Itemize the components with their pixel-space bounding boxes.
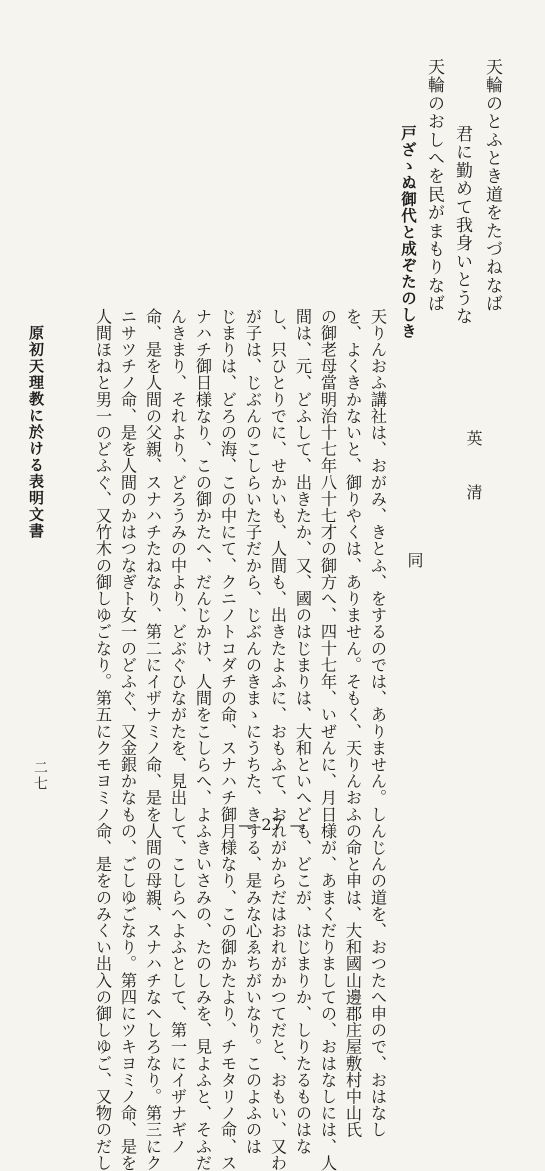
body-column-11: ニサツチノ命、是を人間のかはつなぎト女一のどふぐ、又金銀かなもの、ごしゆごなり。第四にツキヨミノ命、是を bbox=[118, 308, 137, 1171]
body-column-9: んきまり、それより、どろうみの中より、どぶぐひながたを、見出して、こしらへよふとして、第一にイザナギノ bbox=[168, 308, 187, 1155]
body-column-6: が子は、じぶんのこしらいた子だから、じぶんのきまゝにうちた、きする、是みな心ゑちがいなり。このよふのは bbox=[243, 308, 262, 1155]
body-column-10: 命、是を人間の父親、スナハチたねなり、第二にイザナミノ命、是を人間の母親、スナハチなへしろなり。第三にク bbox=[143, 308, 162, 1171]
poem-1-line-1: 天輪のとふとき道をたづねなば bbox=[482, 58, 502, 313]
ditto-mark: 同 bbox=[405, 552, 424, 570]
poem-author: 英 清 bbox=[464, 430, 483, 502]
body-column-12: 人間ほねと男一のどふぐ、又竹木の御しゆごなり。第五にクモヨミノ命、是をのみくい出入の御しゆご、又物のだし bbox=[93, 308, 112, 1171]
body-column-2: を、よくきかないと、御りやくは、ありません。そもく、天りんおふの命と申は、大和國山邊郡庄屋敷村中山氏 bbox=[343, 308, 362, 1138]
running-title: 原初天理教に於ける表明文書 bbox=[27, 325, 45, 540]
body-column-5: し、只ひとりでに、せかいも、人間も、出きたよふに、おもふて、おれがからだはおれがかつてだと、おもい、又わ bbox=[268, 308, 287, 1171]
page-number: — 27 — bbox=[238, 815, 307, 834]
poem-2-line-1: 天輪のおしへを民がまもりなば bbox=[424, 58, 444, 313]
kanji-page-number: 二七 bbox=[32, 760, 48, 792]
poem-2-line-2: 戸ざゝぬ御代と成ぞたのしき bbox=[399, 125, 418, 340]
poem-1-line-2: 君に勤めて我身いとうな bbox=[452, 125, 472, 326]
body-column-4: 間は、元、どふして、出きたか、又、國のはじまりは、大和といへども、どこが、はじまりか、しりたるものはな bbox=[293, 308, 312, 1155]
body-column-1: 天りんおふ講社は、おがみ、きとふ、をするのでは、ありません。しんじんの道を、おつたへ申ので、おはなし bbox=[368, 308, 387, 1138]
body-column-8: ナハチ御日様なり、この御かたへ、だんじかけ、人間をこしらへ、よふきいさみの、たのしみを、見よふと、そふだ bbox=[193, 308, 212, 1171]
body-column-3: の御老母當明治十七年八十七才の御方へ、四十七年、いぜんに、月日様が、あまくだりましての、おはなしには、人 bbox=[318, 308, 337, 1171]
body-column-7: じまりは、どろの海、この中にて、クニノトコダチの命、スナハチ御月様なり、この御かたより、チモタリノ命、ス bbox=[218, 308, 237, 1171]
